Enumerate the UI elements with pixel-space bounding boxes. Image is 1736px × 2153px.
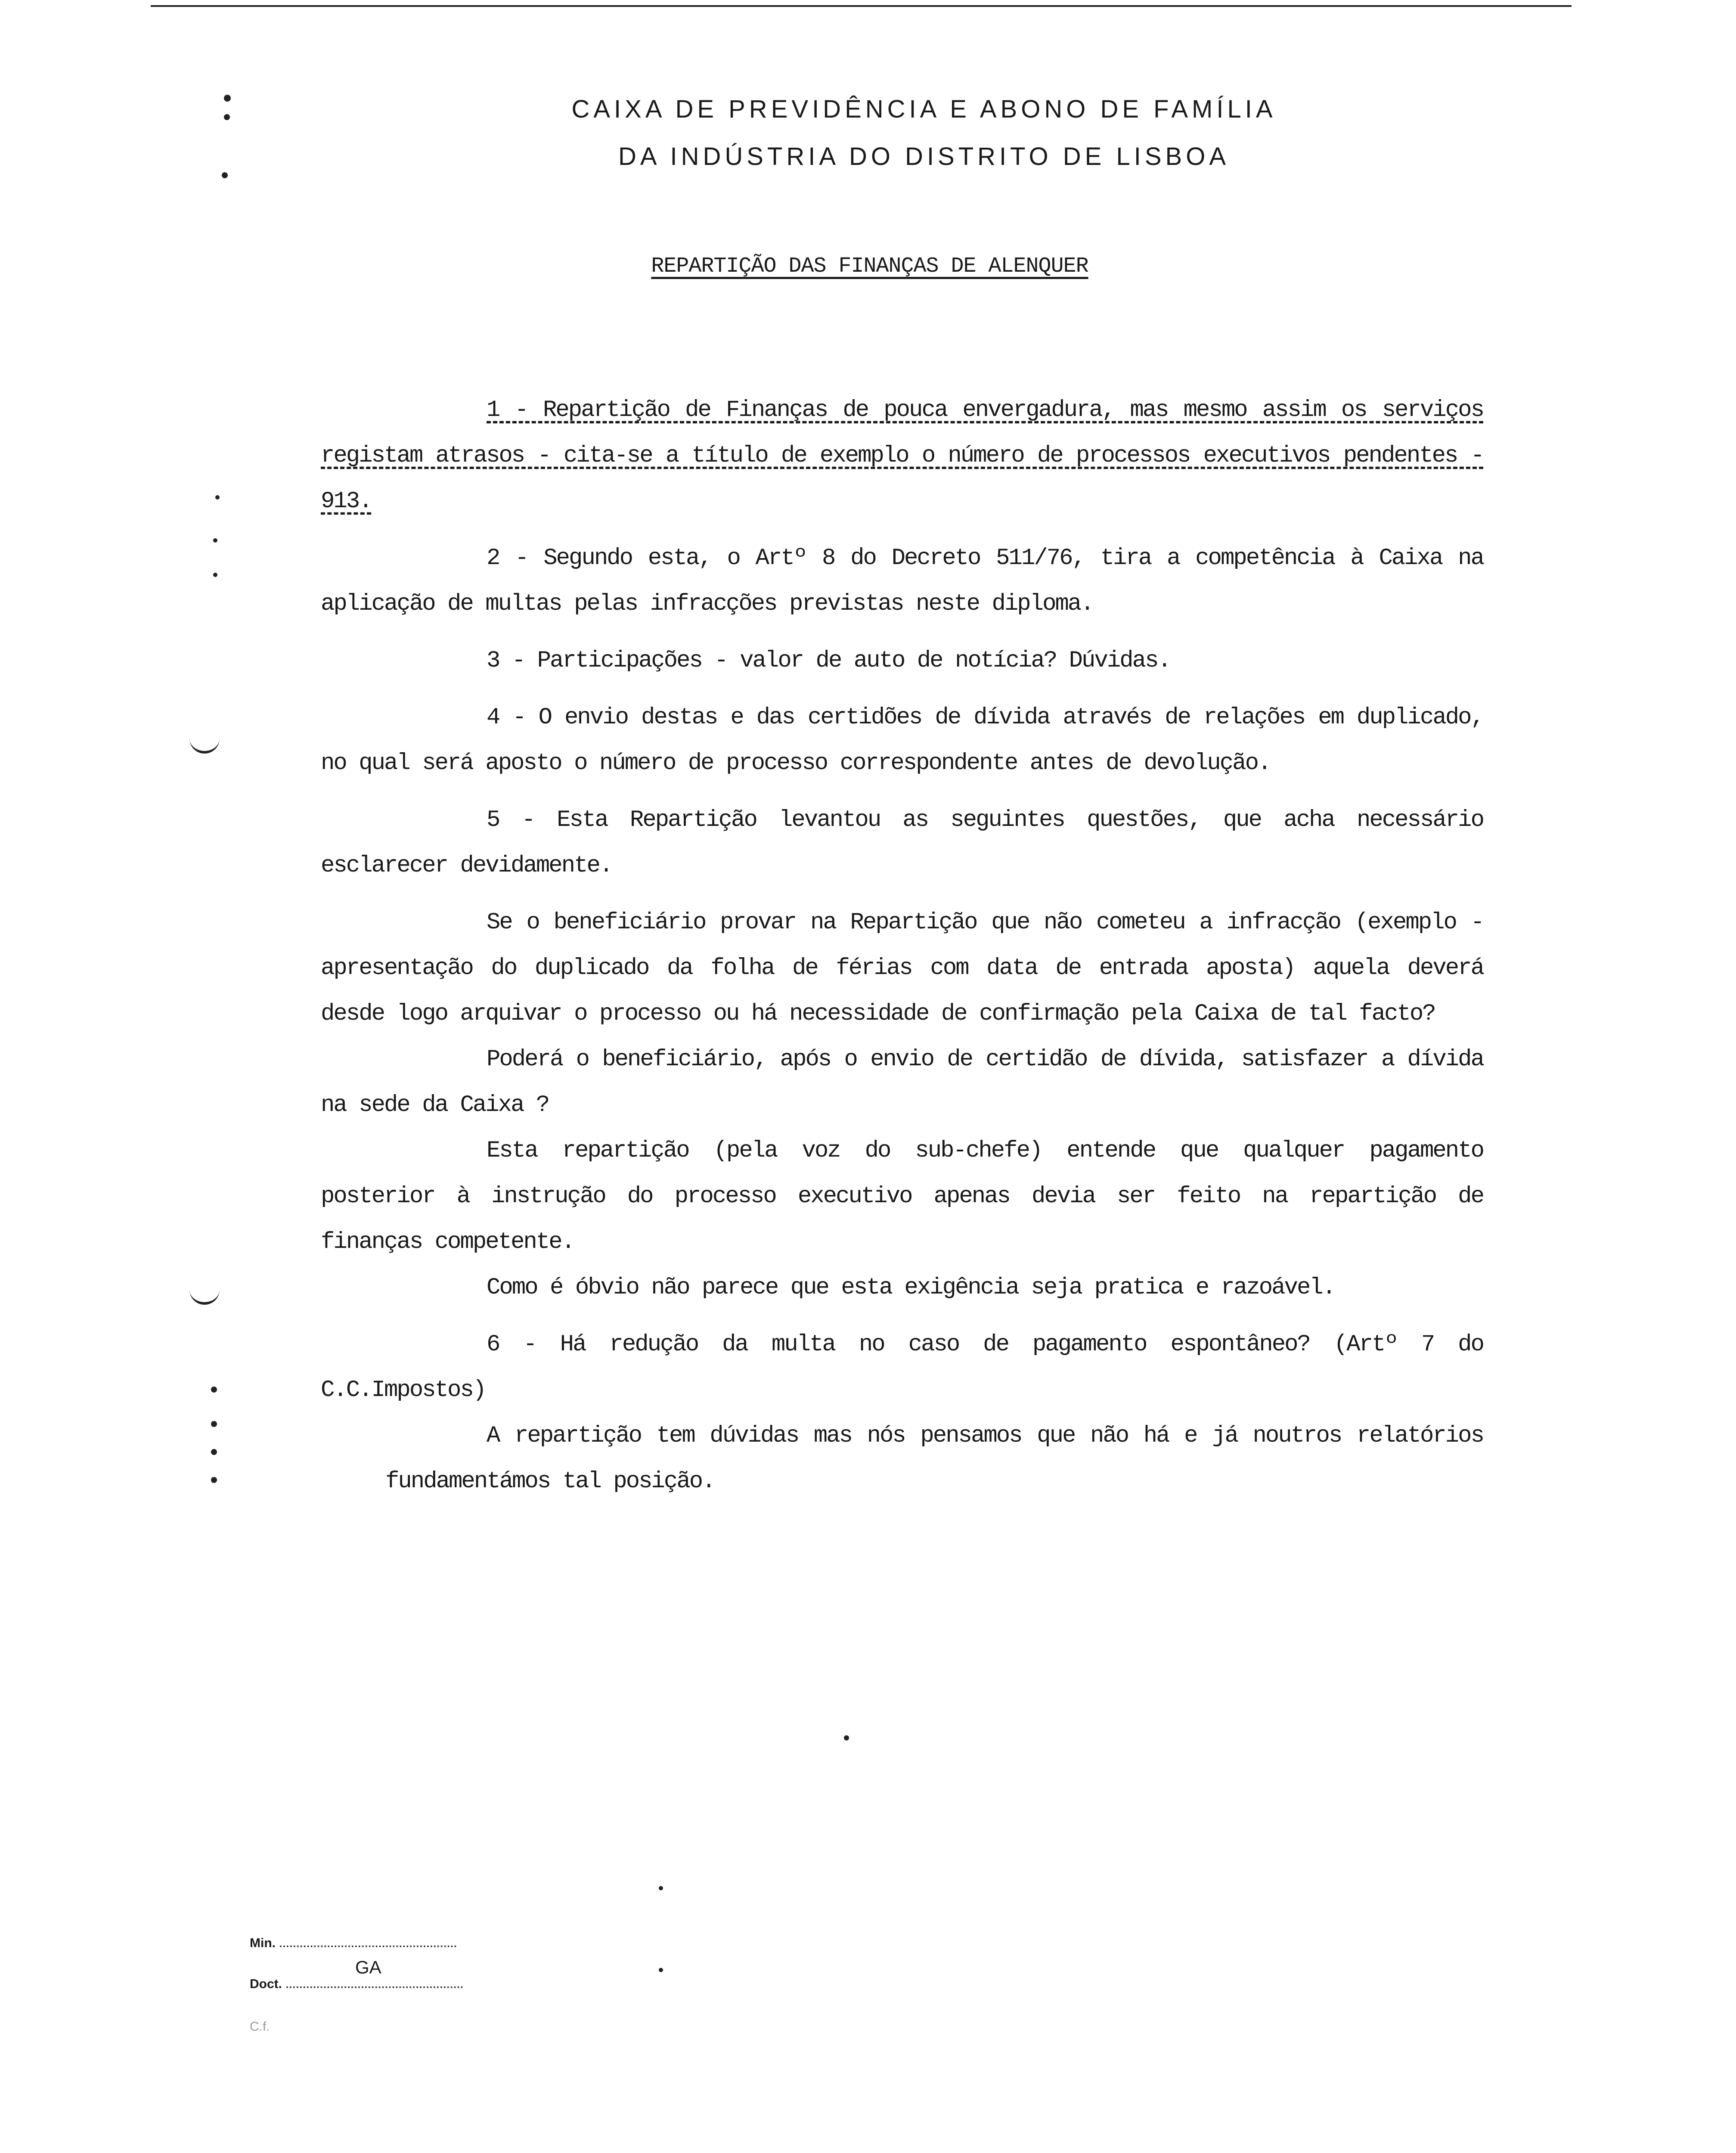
paragraph-6a: A repartição tem dúvidas mas nós pensamos que não há e já noutros relatóriosfundamentámos tal posição. [385,1423,1483,1495]
paragraph-5d: Como é óbvio não parece que esta exigência seja pratica e razoável. [487,1275,1335,1301]
header-line-2: DA INDÚSTRIA DO DISTRITO DE LISBOA [618,143,1230,171]
scan-speck [224,114,230,120]
scan-speck [211,1421,217,1427]
document-subtitle: REPARTIÇÃO DAS FINANÇAS DE ALENQUER [651,254,1088,279]
doct-initials: GA [355,1957,381,1977]
scan-speck [224,95,231,102]
document-body [321,388,1483,1505]
paragraph-4: 4 - O envio destas e das certidões de dívida através de relações em duplicado, no qual será aposto o número de processo correspondente antes de devolução. [321,704,1483,776]
footer-min: Min. [250,1933,456,1951]
scan-speck [211,1477,217,1483]
paragraph-2: 2 - Segundo esta, o Artº 8 do Decreto 511/76, tira a competência à Caixa na aplicação de multas pelas infracções previstas neste diploma. [321,545,1483,617]
paragraph-5: 5 - Esta Repartição levantou as seguintes questões, que acha necessário esclarecer devidamente. [321,807,1483,879]
paragraph-5c: Esta repartição (pela voz do sub-chefe) entende que qualquer pagamento posterior à instrução do processo executivo apenas devia ser feito na repartição de finanças competente. [321,1138,1483,1255]
scan-speck [213,538,217,543]
scan-speck [844,1735,849,1740]
footer-doct: Doct. GA [250,1974,463,1992]
paragraph-5a: Se o beneficiário provar na Repartição que não cometeu a infracção (exemplo - apresentação do duplicado da folha de férias com data de entrada aposta) aquela deverá desde logo arquivar o processo ou há necessidade de confirmação pela Caixa de tal facto? [321,909,1483,1027]
paragraph-6: 6 - Há redução da multa no caso de pagamento espontâneo? (Artº 7 do C.C.Impostos) [321,1331,1483,1403]
scan-speck [659,1968,663,1972]
header-line-1: CAIXA DE PREVIDÊNCIA E ABONO DE FAMÍLIA [571,95,1277,123]
scan-speck [222,172,228,178]
hole-punch-mark [189,1287,220,1305]
paragraph-5b: Poderá o beneficiário, após o envio de certidão de dívida, satisfazer a dívida na sede da Caixa ? [321,1046,1483,1118]
paragraph-3: 3 - Participações - valor de auto de notícia? Dúvidas. [487,648,1170,674]
paragraph-1: 1 - Repartição de Finanças de pouca envergadura, mas mesmo assim os serviços registam atrasos - cita-se a título de exemplo o número de processos executivos pendentes - 913. [321,397,1483,515]
scan-speck [213,573,217,577]
scan-speck [211,1449,217,1455]
scan-edge-rule [151,5,1572,7]
scan-speck [211,1387,217,1393]
footer-third: C.f. [250,2020,270,2034]
scan-speck [659,1886,663,1890]
scan-speck [215,495,220,499]
hole-punch-mark [189,736,220,754]
